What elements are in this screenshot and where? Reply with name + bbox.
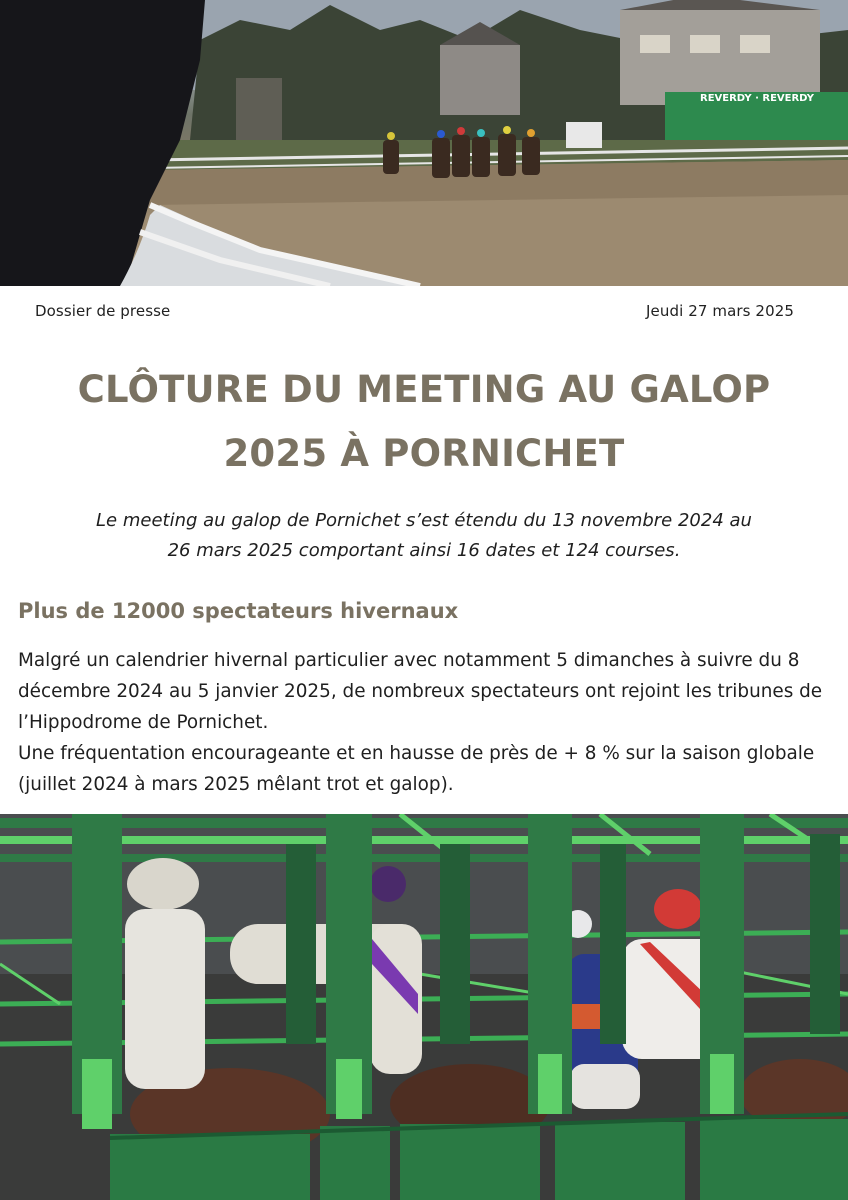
body-paragraph-1: Malgré un calendrier hivernal particulier avec notamment 5 dimanches à suivre du 8 décembre 2024 au 5 janvier 2025, de nombreux spectateurs ont rejoint les tribunes de l’Hippodrome de Pornichet.	[18, 650, 823, 733]
page-title	[0, 358, 848, 486]
title-line-1: CLÔTURE DU MEETING AU GALOP	[77, 368, 771, 411]
lead-line-2: 26 mars 2025 comportant ainsi 16 dates et 124 courses.	[167, 540, 681, 561]
lead-line-1: Le meeting au galop de Pornichet s’est étendu du 13 novembre 2024 au	[96, 510, 752, 531]
section-heading: Plus de 12000 spectateurs hivernaux	[18, 599, 459, 623]
sponsor-sign: REVERDY · REVERDY	[700, 93, 814, 104]
press-kit-label: Dossier de presse	[35, 302, 171, 320]
publication-date: Jeudi 27 mars 2025	[646, 302, 794, 320]
racecourse-photo	[0, 0, 848, 286]
lead-paragraph	[40, 506, 808, 566]
section-body	[18, 645, 830, 800]
body-paragraph-2: Une fréquentation encourageante et en hausse de près de + 8 % sur la saison globale (juillet 2024 à mars 2025 mêlant trot et galop).	[18, 743, 815, 795]
title-line-2: 2025 À PORNICHET	[223, 432, 625, 475]
starting-gate-photo	[0, 814, 848, 1200]
